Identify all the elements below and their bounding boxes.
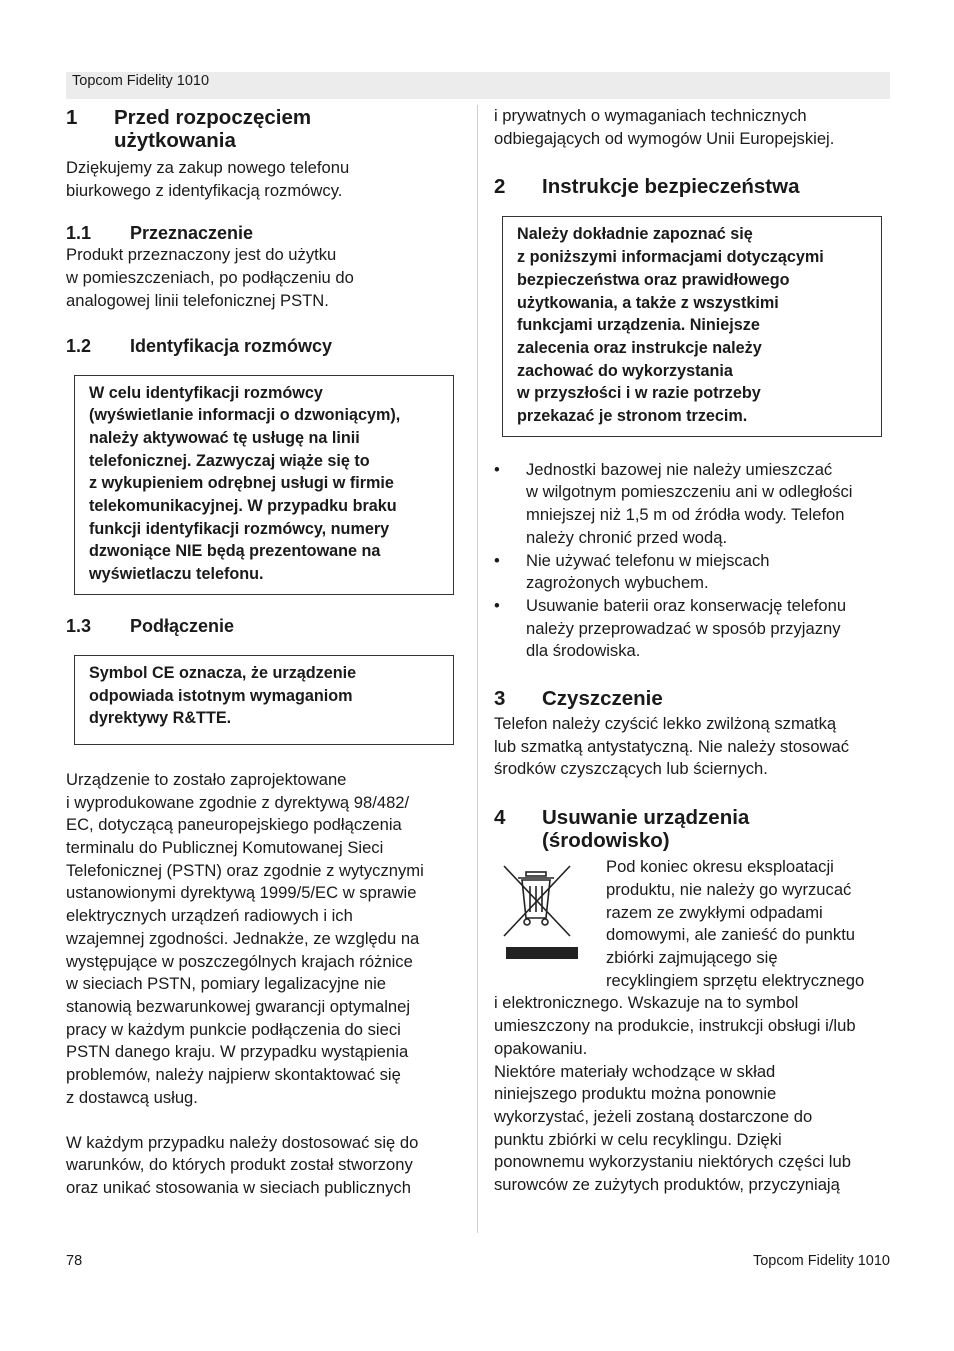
list-item-text: Nie używać telefonu w miejscach zagrożonych wybuchem. bbox=[526, 550, 770, 593]
usage-paragraph: W każdym przypadku należy dostosować się do warunków, do których produkt został stworzony oraz unikać stosowania w sieciach publicznych bbox=[66, 1132, 419, 1197]
safety-bullet-list bbox=[494, 459, 890, 663]
section-number: 1.1 bbox=[66, 223, 92, 244]
compliance-paragraph: Urządzenie to zostało zaprojektowane i wyprodukowane zgodnie z dyrektywą 98/482/ EC, dotyczącą paneuropejskiego podłączenia terminalu do Publicznej Komutowanej Sieci Telefonicznej (PSTN) oraz zgodnie z wytycznymi ustanowionymi dyrektywą 1999/5/EC w sprawie elektrycznych urządzeń radiowych i ich wzajemnej zgodności. Jednakże, ze względu na występujące w poszczególnych krajach różnice w sieciach PSTN, pomiary legalizacyjne nie stanowią bezwarunkowej gwarancji optymalnej pracy w każdym punkcie podłączenia do sieci PSTN danego kraju. W przypadku wystąpienia problemów, należy najpierw skontaktować się z dostawcą usług. bbox=[66, 769, 424, 1107]
footer-title: Topcom Fidelity 1010 bbox=[752, 1253, 890, 1269]
list-item bbox=[494, 459, 890, 550]
disposal-text-beside-icon: Pod koniec okresu eksploatacji produktu, nie należy go wyrzucać razem ze zwykłymi odpadami domowymi, ale zanieść do punktu zbiórki zajmującego się recyklingiem sprzętu elektrycznego bbox=[606, 857, 865, 990]
recycling-paragraph: Niektóre materiały wchodzące w skład niniejszego produktu można ponownie wykorzystać, jeżeli zostaną dostarczone do punktu zbiórki w celu recyklingu. Dzięki ponownemu wykorzystaniu niektórych części lub surowców ze zużytych produktów, przyczyniają bbox=[494, 1061, 851, 1195]
list-item bbox=[494, 550, 890, 595]
ce-notice-box bbox=[74, 655, 454, 745]
purpose-paragraph: Produkt przeznaczony jest do użytku w pomieszczeniach, po podłączeniu do analogowej linii telefonicznej PSTN. bbox=[66, 245, 354, 310]
header-bar bbox=[66, 72, 890, 99]
cleaning-paragraph: Telefon należy czyścić lekko zwilżoną szmatką lub szmatką antystatyczną. Nie należy stosować środków czyszczących lub ściernych. bbox=[494, 714, 850, 779]
weee-crossed-bin-icon bbox=[494, 856, 578, 962]
list-item-text: Jednostki bazowej nie należy umieszczać w wilgotnym pomieszczeniu ani w odległości mniejszej niż 1,5 m od źródła wody. Telefon należy chronić przed wodą. bbox=[526, 459, 853, 547]
right-column bbox=[494, 105, 890, 1197]
bullet-icon: • bbox=[494, 595, 500, 615]
header-title: Topcom Fidelity 1010 bbox=[72, 73, 210, 89]
section-number: 2 bbox=[494, 175, 506, 199]
section-number: 1.3 bbox=[66, 615, 92, 636]
section-title: Usuwanie urządzenia (środowisko) bbox=[542, 806, 750, 853]
section-number: 3 bbox=[494, 687, 506, 711]
section-title: Instrukcje bezpieczeństwa bbox=[542, 175, 800, 199]
safety-notice-box bbox=[502, 216, 882, 436]
section-3-heading bbox=[494, 687, 890, 710]
section-1-1-heading bbox=[66, 222, 460, 244]
section-1-3-heading bbox=[66, 615, 460, 637]
list-item-text: Usuwanie baterii oraz konserwację telefonu należy przeprowadzać w sposób przyjazny dla środowiska. bbox=[526, 595, 847, 661]
section-title: Czyszczenie bbox=[542, 687, 663, 711]
section-title: Przeznaczenie bbox=[130, 223, 254, 244]
disposal-block bbox=[494, 856, 890, 1197]
list-item bbox=[494, 595, 890, 663]
section-1-2-heading bbox=[66, 335, 460, 357]
caller-id-notice-text: W celu identyfikacji rozmówcy (wyświetlanie informacji o dzwoniącym), należy aktywować tę usługę na linii telefonicznej. Zazwyczaj wiąże się to z wykupieniem odrębnej usługi w firmie telekomunikacyjnej. W przypadku braku funkcji identyfikacji rozmówcy, numery dzwoniące NIE będą prezentowane na wyświetlaczu telefonu. bbox=[89, 383, 401, 584]
section-2-heading bbox=[494, 175, 890, 198]
bullet-icon: • bbox=[494, 550, 500, 570]
section-number: 1.2 bbox=[66, 335, 92, 356]
section-title: Przed rozpoczęciem użytkowania bbox=[114, 106, 312, 152]
section-title: Identyfikacja rozmówcy bbox=[130, 335, 333, 356]
ce-notice-text: Symbol CE oznacza, że urządzenie odpowiada istotnym wymaganiom dyrektywy R&TTE. bbox=[89, 663, 357, 728]
column-divider bbox=[477, 105, 478, 1233]
caller-id-notice-box bbox=[74, 375, 454, 595]
left-column bbox=[66, 105, 460, 1200]
continued-paragraph: i prywatnych o wymaganiach technicznych odbiegających od wymogów Unii Europejskiej. bbox=[494, 106, 835, 148]
section-number: 4 bbox=[494, 806, 506, 830]
section-title: Podłączenie bbox=[130, 615, 235, 636]
disposal-paragraph: i elektronicznego. Wskazuje na to symbol umieszczony na produkcie, instrukcji obsługi i/lub opakowaniu. bbox=[494, 993, 856, 1058]
intro-paragraph: Dziękujemy za zakup nowego telefonu biurkowego z identyfikacją rozmówcy. bbox=[66, 158, 350, 200]
bullet-icon: • bbox=[494, 459, 500, 479]
safety-notice-text: Należy dokładnie zapoznać się z poniższymi informacjami dotyczącymi bezpieczeństwa oraz prawidłowego użytkowania, a także z wszystkimi funkcjami urządzenia. Niniejsze zalecenia oraz instrukcje należy zachować do wykorzystania w przyszłości i w razie potrzeby przekazać je stronom trzecim. bbox=[517, 225, 824, 426]
section-number: 1 bbox=[66, 106, 78, 129]
section-1-heading bbox=[66, 106, 460, 152]
section-4-heading bbox=[494, 806, 890, 852]
page-number: 78 bbox=[66, 1253, 83, 1269]
